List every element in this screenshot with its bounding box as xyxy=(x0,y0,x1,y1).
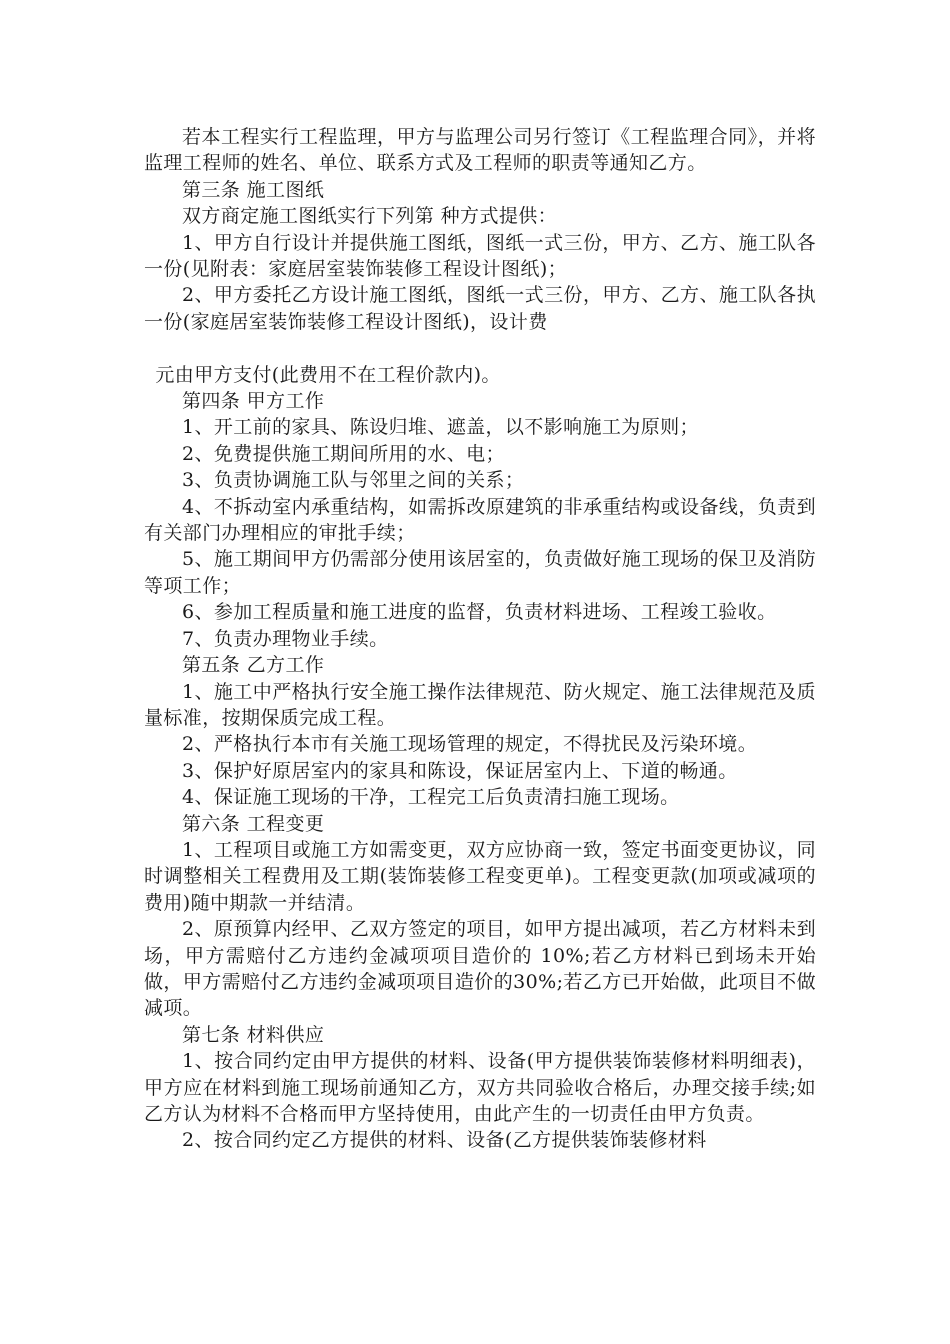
article-6-item-1: 1、工程项目或施工方如需变更，双方应协商一致，签定书面变更协议，同时调整相关工程费用及工期(装饰装修工程变更单)。工程变更款(加项或减项的费用)随中期款一并结清。 xyxy=(144,838,816,914)
article-3-intro: 双方商定施工图纸实行下列第 种方式提供： xyxy=(182,205,558,228)
article-4-item-2: 2、免费提供施工期间所用的水、电； xyxy=(182,442,505,465)
article-4-item-7: 7、负责办理物业手续。 xyxy=(182,627,389,650)
article-6-heading: 第六条 工程变更 xyxy=(182,812,325,835)
article-4-item-4: 4、不拆动室内承重结构，如需拆改原建筑的非承重结构或设备线，负责到有关部门办理相应的审批手续； xyxy=(144,495,816,545)
article-7-heading: 第七条 材料供应 xyxy=(182,1023,325,1046)
article-4-heading: 第四条 甲方工作 xyxy=(182,390,325,413)
article-3-heading: 第三条 施工图纸 xyxy=(182,178,325,201)
article-5-item-3: 3、保护好原居室内的家具和陈设，保证居室内上、下道的畅通。 xyxy=(182,759,738,782)
article-5-item-2: 2、严格执行本市有关施工现场管理的规定，不得扰民及污染环境。 xyxy=(182,733,758,756)
article-7-item-1: 1、按合同约定由甲方提供的材料、设备(甲方提供装饰装修材料明细表)，甲方应在材料到施工现场前通知乙方，双方共同验收合格后，办理交接手续;如乙方认为材料不合格而甲方坚持使用，由此产生的一切责任由甲方负责。 xyxy=(144,1050,816,1126)
article-5-item-4: 4、保证施工现场的干净，工程完工后负责清扫施工现场。 xyxy=(182,786,680,809)
article-3-item-2-continued: 元由甲方支付(此费用不在工程价款内)。 xyxy=(155,363,501,386)
article-4-item-5: 5、施工期间甲方仍需部分使用该居室的，负责做好施工现场的保卫及消防等项工作； xyxy=(144,548,816,597)
article-4-item-6: 6、参加工程质量和施工进度的监督，负责材料进场、工程竣工验收。 xyxy=(182,601,777,624)
article-5-heading: 第五条 乙方工作 xyxy=(182,654,325,677)
article-3-item-2: 2、甲方委托乙方设计施工图纸，图纸一式三份，甲方、乙方、施工队各执一份(家庭居室装饰装修工程设计图纸)，设计费 xyxy=(144,284,816,333)
article-4-item-1: 1、开工前的家具、陈设归堆、遮盖，以不影响施工为原则； xyxy=(182,416,699,439)
article-5-item-1: 1、施工中严格执行安全施工操作法律规范、防火规定、施工法律规范及质量标准，按期保质完成工程。 xyxy=(144,680,816,729)
document-body xyxy=(144,124,816,1154)
blank-line xyxy=(144,335,816,361)
article-4-item-3: 3、负责协调施工队与邻里之间的关系； xyxy=(182,469,525,492)
article-3-item-1: 1、甲方自行设计并提供施工图纸，图纸一式三份，甲方、乙方、施工队各一份(见附表：家庭居室装饰装修工程设计图纸)； xyxy=(144,231,816,281)
article-7-item-2: 2、按合同约定乙方提供的材料、设备(乙方提供装饰装修材料 xyxy=(182,1129,707,1152)
article-6-item-2: 2、原预算内经甲、乙双方签定的项目，如甲方提出减项，若乙方材料未到场，甲方需赔付乙方违约金减项项目造价的 10%;若乙方材料已到场未开始做，甲方需赔付乙方违约金减项项目造价的30%;若乙方已开始做，此项目不做减项。 xyxy=(144,918,816,1020)
paragraph-supervision: 若本工程实行工程监理，甲方与监理公司另行签订《工程监理合同》，并将监理工程师的姓名、单位、联系方式及工程师的职责等通知乙方。 xyxy=(144,126,816,175)
